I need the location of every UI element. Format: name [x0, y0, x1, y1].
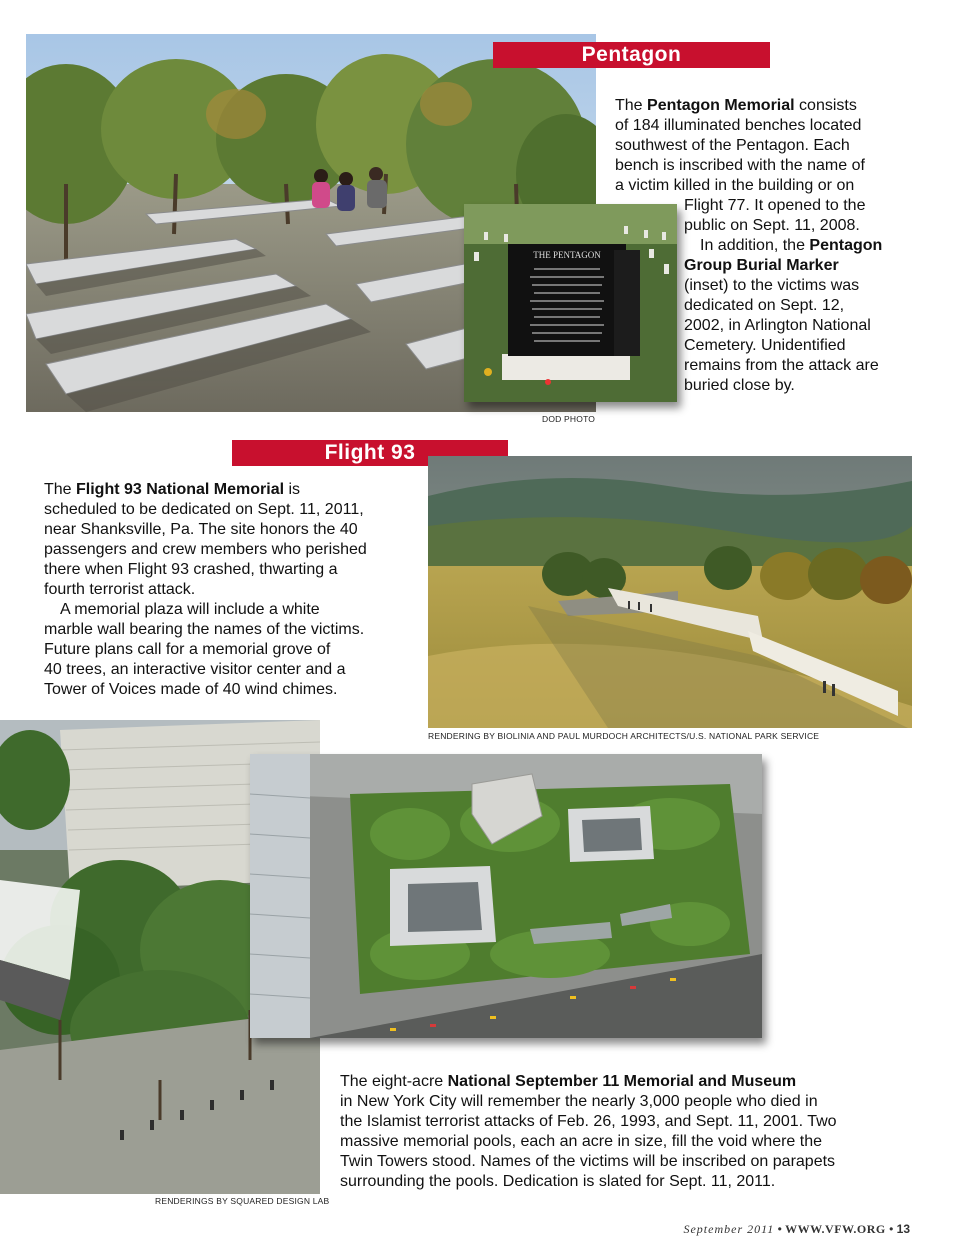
burial-marker-illustration [464, 204, 677, 402]
issue-date: September 2011 [683, 1222, 775, 1236]
burial-marker-term: Group Burial Marker [684, 257, 839, 274]
page-number: 13 [896, 1222, 910, 1236]
page-footer: September 2011 • WWW.VFW.ORG • 13 [683, 1222, 910, 1236]
pentagon-memorial-term: Pentagon Memorial [647, 97, 795, 114]
sept11-aerial-rendering [250, 754, 762, 1038]
pentagon-article-text-continued: Flight 77. It opened to the public on Sept. 11, 2008. In addition, the Pentagon Group Burial Marker (inset) to the victims was dedicated on Sept. 12, 2002, in Arlington National Cemetery. Unidentified remains from the attack are buried close by. [684, 197, 883, 394]
marker-inscription: THE PENTAGON [533, 250, 601, 260]
flight93-rendering-credit: RENDERING BY BIOLINIA AND PAUL MURDOCH ARCHITECTS/U.S. NATIONAL PARK SERVICE [428, 731, 820, 741]
sept11-memorial-term: National September 11 Memorial and Museum [447, 1073, 797, 1090]
dod-photo-credit: DOD PHOTO [542, 414, 596, 424]
sept11-article-text: The eight-acre National September 11 Memorial and Museum in New York City will remember the nearly 3,000 people who died in the Islamist terrorist attacks of Feb. 26, 1993, and Sept. 11, 2001. Two massive memorial pools, each an acre in size, fill the void where the Twin Towers stood. Names of the victims will be inscribed on parapets surrounding the pools. Dedication is slated for Sept. 11, 2011. [340, 1073, 837, 1190]
pentagon-article-text: The Pentagon Memorial consists of 184 illuminated benches located southwest of the Pentagon. Each bench is inscribed with the name of a victim killed in the building or on [615, 97, 865, 194]
website-link[interactable]: WWW.VFW.ORG [785, 1222, 886, 1236]
burial-marker-inset-photo [464, 204, 677, 402]
pentagon-banner: Pentagon [493, 42, 770, 68]
flight93-memorial-term: Flight 93 National Memorial [76, 481, 285, 498]
sept11-renderings-credit: RENDERINGS BY SQUARED DESIGN LAB [155, 1196, 330, 1206]
flight93-rendering-illustration [428, 456, 912, 728]
sept11-aerial-illustration [250, 754, 762, 1038]
flight93-banner: Flight 93 [232, 440, 508, 466]
flight93-article-text: The Flight 93 National Memorial is scheduled to be dedicated on Sept. 11, 2011, near Shanksville, Pa. The site honors the 40 passengers and crew members who perished there when Flight 93 crashed, thwarting a fourth terrorist attack. A memorial plaza will include a white marble wall bearing the names of the victims. Future plans call for a memorial grove of 40 trees, an interactive visitor center and a Tower of Voices made of 40 wind chimes. [44, 481, 367, 698]
flight93-memorial-rendering [428, 456, 912, 728]
